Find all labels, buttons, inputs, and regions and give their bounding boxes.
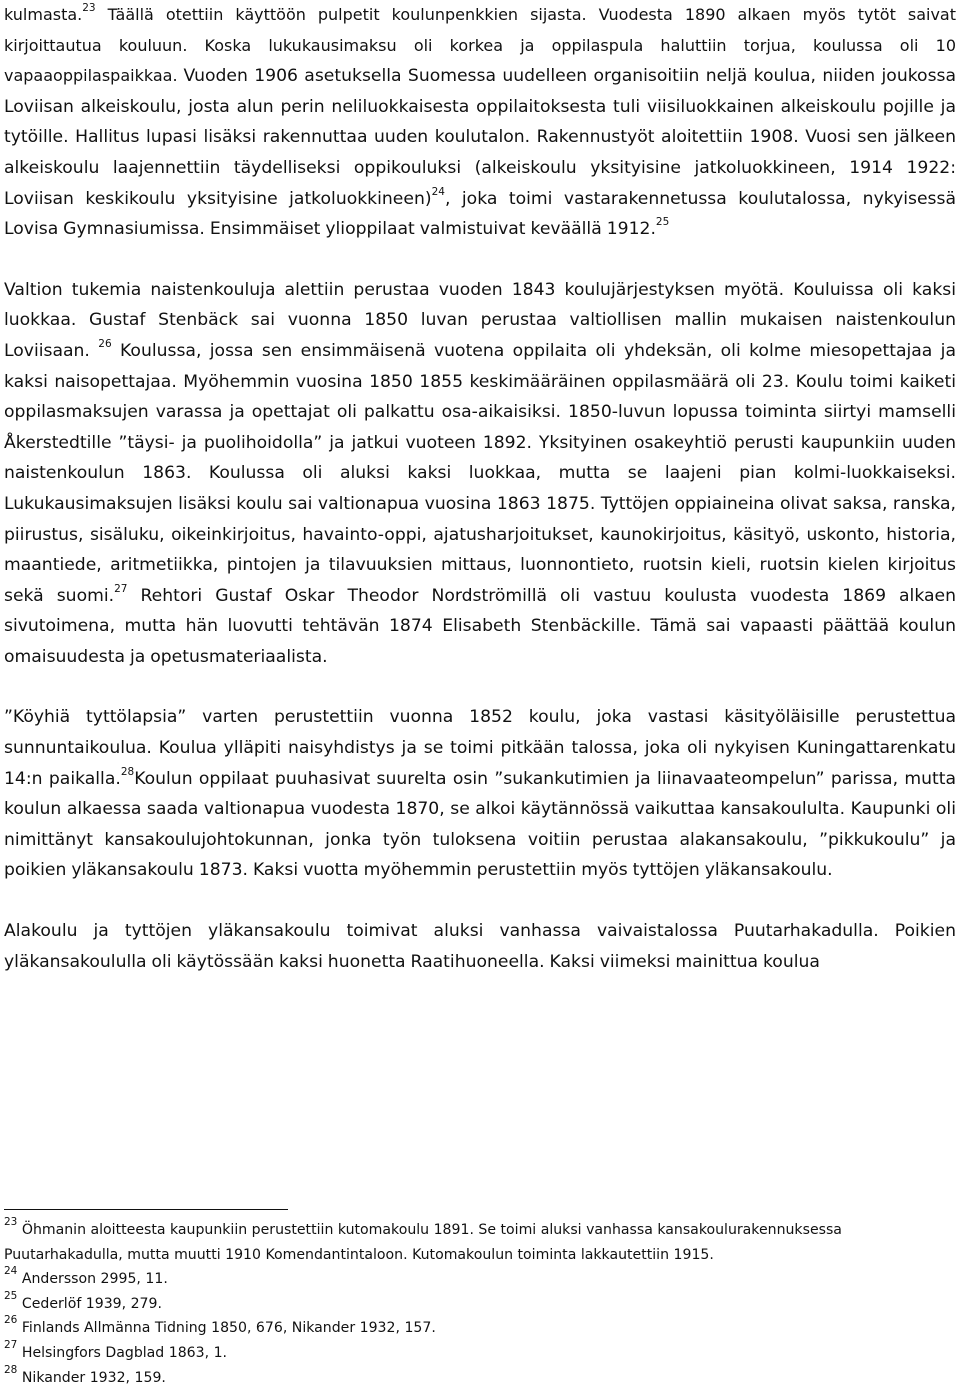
footnote-number: 28 (4, 1363, 18, 1376)
paragraph-segment: Alakoulu ja tyttöjen yläkansakoulu toimivat aluksi vanhassa vaivaistalossa Puutarhakadulla. Poikien yläkansakoululla oli käytössään kaksi huonetta Raatihuoneella. Kaksi viimeksi mainittua koulua (4, 921, 956, 972)
footnote-25 (4, 1289, 956, 1317)
footnote-text: Cederlöf 1939, 279. (17, 1295, 162, 1312)
paragraph-segment: ”Köyhiä tyttölapsia” varten perustettiin vuonna 1852 koulu, joka vastasi käsityöläisille perustettua sunnuntaikoulua. Koulua ylläpiti naisyhdistys ja se toimi pitkään talossa, joka oli nykyisen Kuningattarenkatu 14:n paikalla. (4, 707, 956, 789)
footnote-number: 26 (4, 1314, 18, 1327)
footnote-ref-23[interactable]: 23 (82, 2, 96, 15)
main-text (4, 0, 956, 977)
footnote-number: 23 (4, 1216, 18, 1229)
paragraph-gap (4, 672, 956, 702)
footnote-28 (4, 1363, 956, 1390)
paragraph-segment: Täällä otettiin käyttöön pulpetit koulunpenkkien sijasta. Vuodesta 1890 alkaen myös tytöt saivat kirjoittautua kouluun. Koska lukukausimaksu oli korkea ja oppilaspula haluttiin torjua, koulussa oli 10 vapaaoppilaspaikkaa. (4, 5, 956, 86)
footnote-text: Helsingfors Dagblad 1863, 1. (17, 1344, 228, 1361)
footnote-text: Andersson 2995, 11. (17, 1271, 168, 1288)
footnote-text: Finlands Allmänna Tidning 1850, 676, Nikander 1932, 157. (17, 1320, 436, 1337)
footnote-number: 24 (4, 1265, 18, 1278)
paragraph-segment: kulmasta. (4, 5, 83, 24)
footnote-ref-24[interactable]: 24 (431, 185, 445, 198)
paragraph-alakoulu (4, 916, 956, 977)
footnotes (4, 1218, 956, 1390)
footnote-23 (4, 1218, 956, 1267)
paragraph-segment: Koulussa, jossa sen ensimmäisenä vuotena oppilaita oli yhdeksän, oli kolme miesopettajaa ja kaksi naisopettajaa. Myöhemmin vuosina 1850 1855 keskimääräinen oppilasmäärä oli 23. Koulu toimi kaiketi oppilasmaksujen varassa ja opettajat oli palkattu osa-aikaisiksi. 1850-luvun lopussa toiminta siirtyi mamselli Åkerstedtille ”täysi- ja puolihoidolla” ja jatkui vuoteen 1892. Yksityinen osakeyhtiö perusti kaupunkiin uuden naistenkoulun 1863. Koulussa oli aluksi kaksi luokkaa, mutta se laajeni pian kolmi-luokkaiseksi. Lukukausimaksujen lisäksi koulu sai valtionapua vuosina 1863 1875. Tyttöjen oppiaineina olivat saksa, ranska, piirustus, sisäluku, oikeinkirjoitus, havainto-oppi, ajatusharjoitukset, kaunokirjoitus, käsityö, uskonto, historia, maantiede, aritmetiikka, pintojen ja tilavuuksien mittaus, luonnontieto, ruotsin kieli, ruotsin kielen kirjoitus sekä suomi. (4, 340, 956, 606)
paragraph-alkeiskoulu (4, 0, 956, 245)
paragraph-segment: , joka toimi vastarakennetussa koulutalossa, nykyisessä Lovisa Gymnasiumissa. Ensimmäiset ylioppilaat valmistuivat keväällä 1912. (4, 188, 957, 240)
footnote-27 (4, 1341, 956, 1366)
footnote-24 (4, 1267, 956, 1292)
paragraph-gap (4, 245, 956, 275)
paragraph-segment: Rehtori Gustaf Oskar Theodor Nordströmillä oli vastuu koulusta vuodesta 1869 alkaen sivutoimena, mutta hän luovutti tehtävän 1874 Elisabeth Stenbäckille. Tämä sai vapaasti päättää koulun omaisuudesta ja opetusmateriaalista. (4, 585, 956, 667)
paragraph-kansakoulu (4, 702, 956, 886)
paragraph-segment: Valtion tukemia naistenkouluja alettiin perustaa vuoden 1843 koulujärjestyksen myötä. Kouluissa oli kaksi luokkaa. Gustaf Stenbäck sai vuonna 1850 luvan perustaa valtiollisen mallin mukaisen naistenkoulun Loviisaan. (4, 279, 956, 361)
paragraph-segment: Vuoden 1906 asetuksella Suomessa uudelleen organisoitiin neljä koulua, niiden joukossa Loviisan alkeiskoulu, josta alun perin neliluokkaisesta oppilaitoksesta tuli viisiluokkainen alkeiskoulu pojille ja tytöille. Hallitus lupasi lisäksi rakennuttaa uuden koulutalon. Rakennustyöt aloitettiin 1908. Vuosi sen jälkeen alkeiskoulu laajennettiin täydelliseksi oppikouluksi (alkeiskoulu yksityisine jatkoluokkineen, 1914 1922: Loviisan keskikoulu yksityisine jatkoluokkineen) (4, 66, 957, 209)
footnote-number: 25 (4, 1289, 18, 1302)
footnote-ref-27[interactable]: 27 (114, 582, 128, 595)
paragraph-segment: Koulun oppilaat puuhasivat suurelta osin ”sukankutimien ja liinavaateompelun” parissa, mutta koulun alkaessa saada valtionapua vuodesta 1870, se alkoi käytännössä vaikuttaa kansakoululta. Kaupunki oli nimittänyt kansakoulujohtokunnan, jonka työn tuloksena voitiin perustaa alakansakoulu, ”pikkukoulu” ja poikien yläkansakoulu 1873. Kaksi vuotta myöhemmin perustettiin myös tyttöjen yläkansakoulu. (4, 768, 956, 881)
paragraph-naistenkoulu (4, 275, 956, 673)
footnote-number: 27 (4, 1339, 18, 1352)
footnote-ref-25[interactable]: 25 (655, 216, 670, 229)
footnote-ref-28[interactable]: 28 (120, 765, 135, 778)
footnote-ref-26[interactable]: 26 (98, 338, 112, 351)
footnote-text: Nikander 1932, 159. (17, 1369, 166, 1386)
footnote-26 (4, 1316, 956, 1341)
paragraph-gap (4, 886, 956, 916)
footnote-separator (4, 1209, 288, 1210)
footnote-text: Öhmanin aloitteesta kaupunkiin perustettiin kutomakoulu 1891. Se toimi aluksi vanhassa kansakoulurakennuksessa Puutarhakadulla, mutta muutti 1910 Komendantintaloon. Kutomakoulun toiminta lakkautettiin 1915. (4, 1222, 842, 1263)
